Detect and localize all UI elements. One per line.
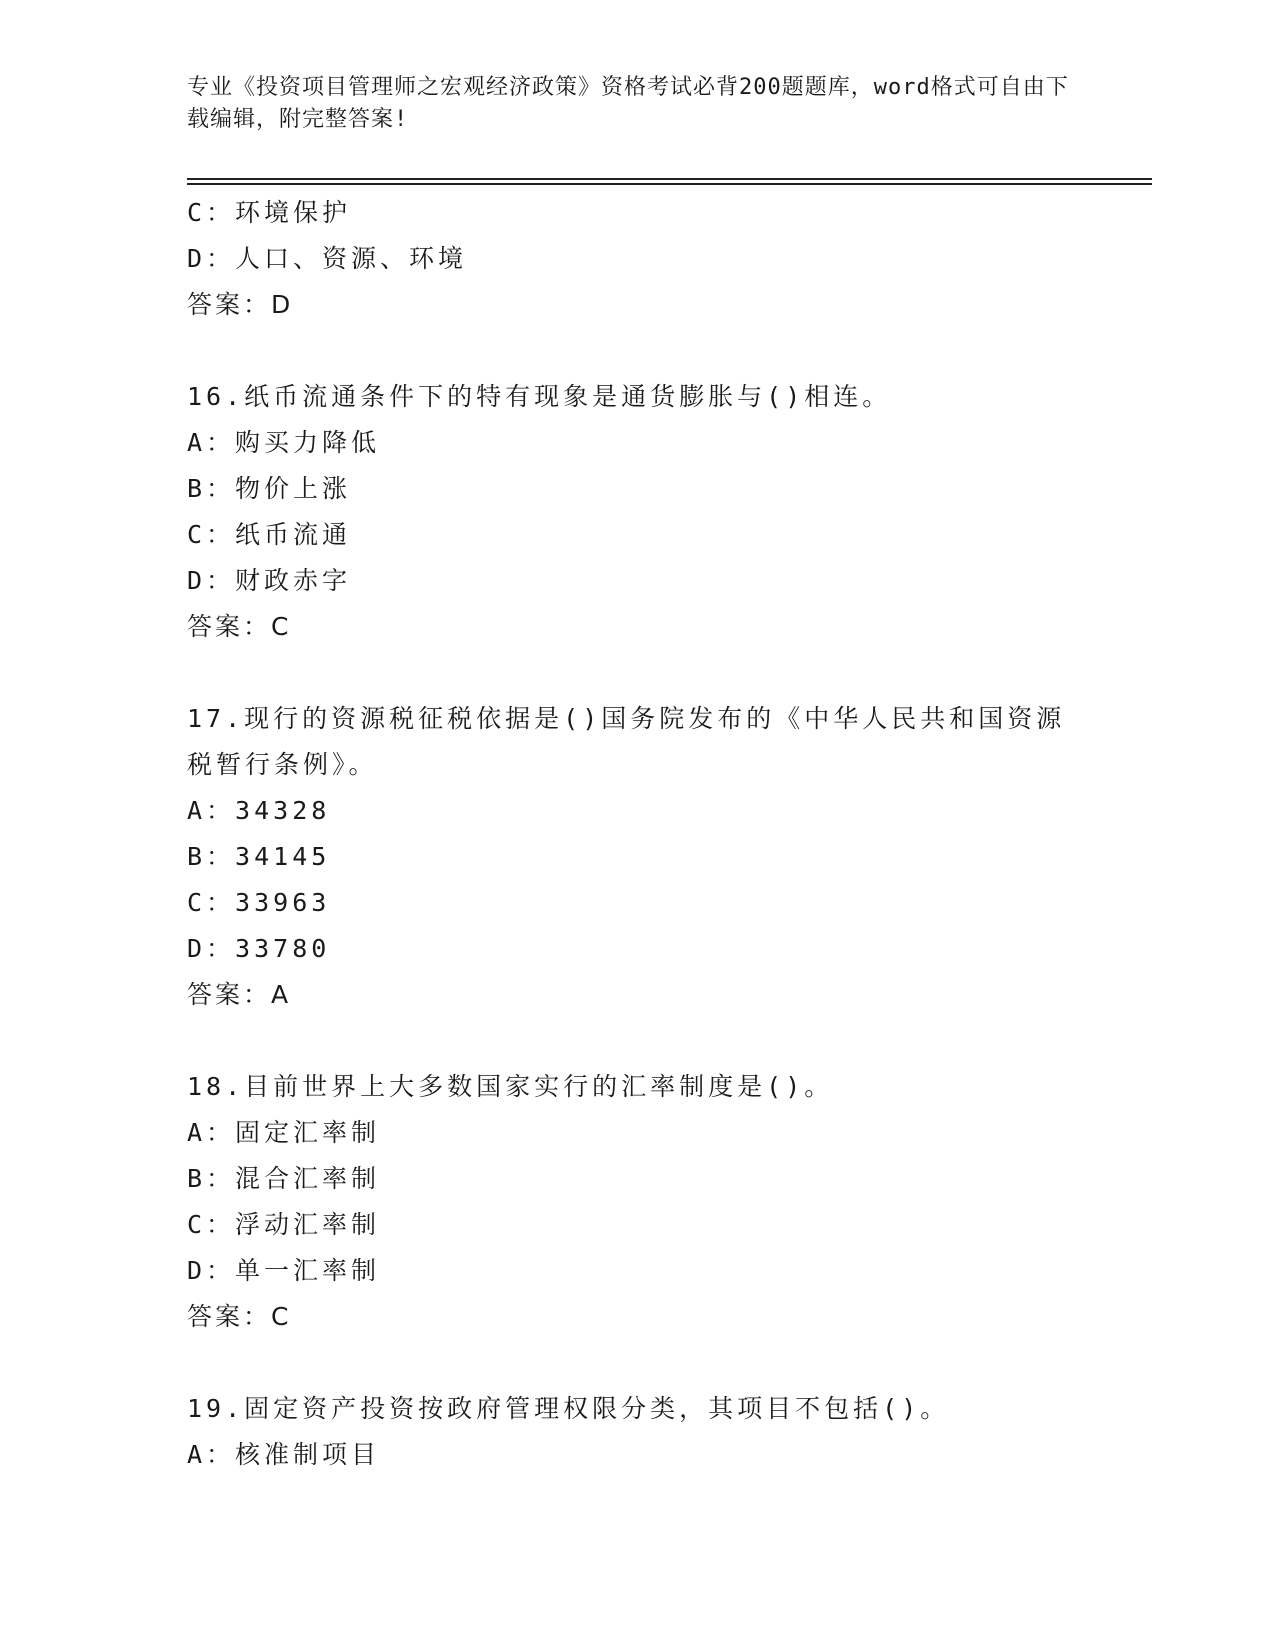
option-a: A：购买力降低	[187, 428, 381, 457]
option-a: A：34328	[187, 796, 331, 825]
option-d: D：单一汇率制	[187, 1256, 381, 1285]
answer: 答案：A	[187, 980, 292, 1009]
answer: 答案：C	[187, 612, 292, 641]
question-stem: 17.现行的资源税征税依据是()国务院发布的《中华人民共和国资源税暂行条例》。	[187, 704, 1066, 779]
option-b: B：34145	[187, 842, 331, 871]
header-divider-top	[187, 178, 1152, 180]
option-a: A：固定汇率制	[187, 1118, 381, 1147]
question-19	[187, 1386, 1107, 1478]
option-b: B：混合汇率制	[187, 1164, 381, 1193]
option-c: C：33963	[187, 888, 331, 917]
spacer	[187, 1340, 1107, 1386]
option-a: A：核准制项目	[187, 1440, 381, 1469]
option-d: D：财政赤字	[187, 566, 352, 595]
option-b: B：物价上涨	[187, 474, 352, 503]
spacer	[187, 650, 1107, 696]
header-divider-bottom	[187, 183, 1152, 185]
option-d: D：人口、资源、环境	[187, 244, 468, 273]
spacer	[187, 328, 1107, 374]
question-list	[187, 190, 1107, 1478]
question-stem: 18.目前世界上大多数国家实行的汇率制度是()。	[187, 1072, 834, 1101]
option-c: C：纸币流通	[187, 520, 352, 549]
document-title: 专业《投资项目管理师之宏观经济政策》资格考试必背200题题库，word格式可自由下载编辑，附完整答案!	[187, 75, 1069, 132]
question-16	[187, 374, 1107, 650]
answer: 答案：D	[187, 290, 294, 319]
question-partial	[187, 190, 1107, 328]
question-17	[187, 696, 1107, 1018]
spacer	[187, 1018, 1107, 1064]
question-stem: 16.纸币流通条件下的特有现象是通货膨胀与()相连。	[187, 382, 892, 411]
answer: 答案：C	[187, 1302, 292, 1331]
question-18	[187, 1064, 1107, 1340]
option-d: D：33780	[187, 934, 331, 963]
option-c: C：浮动汇率制	[187, 1210, 381, 1239]
document-header	[187, 72, 1087, 136]
question-stem: 19.固定资产投资按政府管理权限分类，其项目不包括()。	[187, 1394, 950, 1423]
option-c: C：环境保护	[187, 198, 352, 227]
